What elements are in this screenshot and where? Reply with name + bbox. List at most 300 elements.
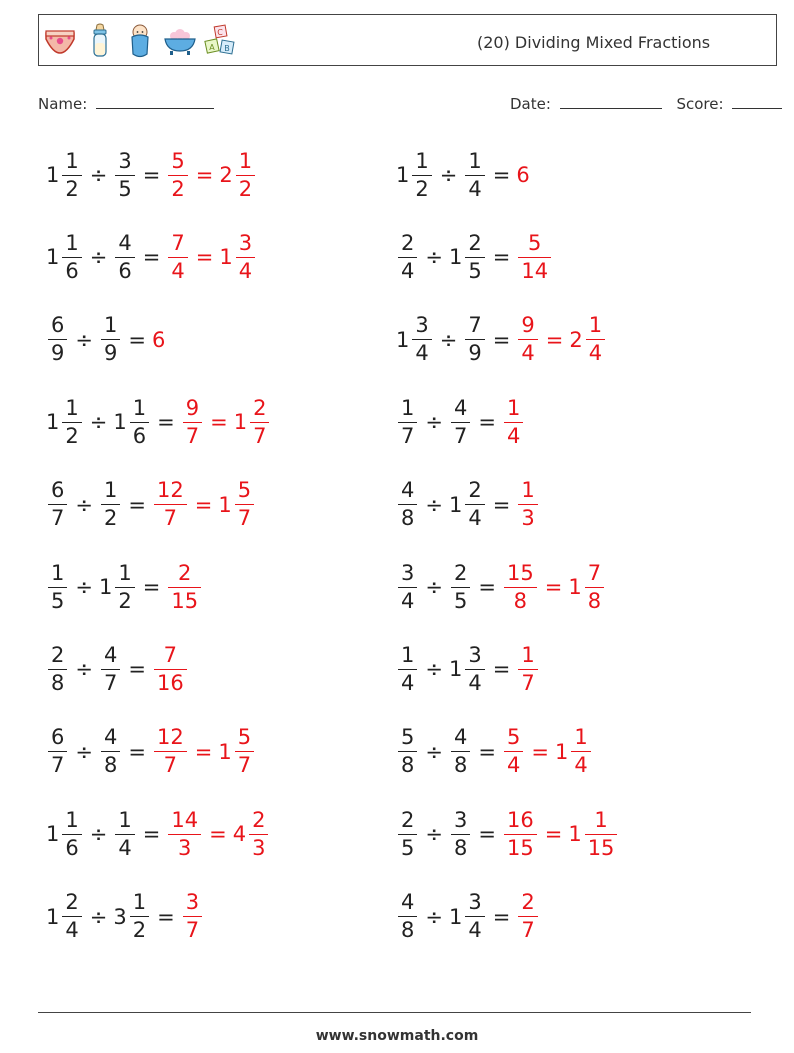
answer-fraction — [504, 727, 523, 776]
dividend-fraction — [48, 727, 67, 776]
divide-sign: ÷ — [75, 492, 93, 517]
dividend-fraction — [398, 807, 417, 860]
dividend-fraction — [62, 230, 81, 283]
dividend-numerator: 4 — [401, 478, 415, 503]
answer-denominator: 4 — [574, 753, 588, 778]
divisor-denominator: 4 — [468, 918, 482, 943]
answer-denominator: 7 — [163, 753, 178, 778]
answer-whole: 1 — [233, 410, 248, 435]
answer-numerator: 3 — [238, 230, 253, 255]
name-blank[interactable] — [96, 94, 214, 109]
divide-sign: ÷ — [425, 822, 443, 847]
divisor-fraction — [115, 807, 134, 860]
divisor-denominator: 5 — [118, 176, 132, 201]
answer-numerator: 3 — [185, 890, 200, 915]
dividend-fraction — [398, 395, 417, 448]
dividend-whole: 1 — [396, 327, 410, 352]
divisor-numerator: 4 — [103, 642, 118, 667]
divisor-denominator: 2 — [103, 506, 118, 531]
answer-numerator: 5 — [237, 478, 252, 503]
divisor-fraction — [101, 727, 120, 776]
answer-fraction — [168, 560, 201, 613]
answer-denominator: 7 — [237, 753, 252, 778]
answer-whole: 6 — [151, 327, 166, 352]
answer — [166, 807, 270, 860]
answer-numerator: 12 — [156, 478, 184, 503]
diaper-icon — [43, 23, 77, 59]
dividend-numerator: 1 — [65, 230, 79, 255]
dividend-fraction — [398, 560, 417, 613]
answer-numerator: 5 — [237, 725, 252, 750]
answer-whole: 4 — [232, 822, 247, 847]
footer-divider — [38, 1012, 751, 1013]
dividend-fraction — [412, 148, 431, 201]
equals-sign: = — [128, 657, 146, 682]
dividend-whole: 1 — [46, 904, 60, 929]
divisor-fraction — [101, 315, 120, 364]
dividend-number — [46, 230, 84, 283]
divisor-numerator: 1 — [468, 148, 482, 173]
svg-text:B: B — [224, 44, 230, 53]
divide-sign: ÷ — [89, 245, 108, 270]
problem-item — [46, 799, 270, 869]
answer-equals-sign: = — [195, 245, 214, 270]
dividend-fraction — [48, 642, 67, 695]
answer-numerator: 5 — [171, 148, 185, 173]
problem-item — [396, 305, 607, 375]
answer-denominator: 3 — [178, 835, 192, 860]
dividend-denominator: 5 — [401, 835, 415, 860]
problem-item — [46, 140, 257, 210]
divisor-numerator: 3 — [118, 148, 132, 173]
answer-whole: 1 — [568, 575, 582, 599]
dividend-number — [396, 807, 419, 860]
problem-item — [396, 222, 553, 292]
answer-denominator: 4 — [588, 341, 603, 366]
header-icons — [43, 21, 237, 61]
equals-sign: = — [492, 904, 511, 929]
answer-fraction — [235, 727, 254, 776]
answer-fraction — [518, 642, 537, 695]
answer-denominator: 8 — [587, 588, 602, 613]
svg-text:C: C — [217, 28, 223, 37]
dividend-number — [46, 480, 69, 529]
dividend-numerator: 3 — [401, 560, 415, 585]
divisor-denominator: 4 — [118, 835, 132, 860]
answer-fraction — [154, 480, 187, 529]
divisor-numerator: 1 — [118, 807, 132, 832]
equals-sign: = — [478, 822, 496, 847]
score-blank[interactable] — [732, 94, 782, 109]
divisor-denominator: 4 — [468, 506, 482, 531]
answer-denominator: 15 — [506, 835, 534, 860]
equals-sign: = — [492, 492, 511, 517]
answer-numerator: 2 — [178, 560, 192, 585]
answer — [516, 642, 539, 695]
divisor-whole: 1 — [448, 245, 463, 270]
answer-fraction — [168, 230, 187, 283]
answer-fraction — [504, 807, 537, 860]
dividend-denominator: 8 — [401, 753, 415, 778]
divide-sign: ÷ — [75, 739, 93, 764]
answer-numerator: 7 — [587, 560, 602, 585]
answer-numerator: 1 — [588, 313, 603, 338]
divide-sign: ÷ — [425, 575, 443, 599]
divisor-whole: 1 — [98, 575, 113, 599]
problem-item — [46, 717, 256, 787]
answer-numerator: 9 — [521, 313, 535, 338]
dividend-fraction — [398, 727, 417, 776]
divisor-denominator: 8 — [453, 753, 468, 778]
equals-sign: = — [492, 327, 511, 352]
divide-sign: ÷ — [89, 822, 108, 847]
answer-number — [219, 230, 257, 283]
problem-item — [46, 387, 271, 457]
answer-numerator: 1 — [594, 807, 608, 832]
answer-denominator: 8 — [513, 588, 528, 613]
dividend-number — [46, 315, 69, 364]
divisor-denominator: 2 — [118, 588, 132, 613]
equals-sign: = — [128, 739, 146, 764]
dividend-numerator: 2 — [65, 890, 79, 915]
divisor-fraction — [115, 560, 134, 613]
answer-denominator: 7 — [521, 918, 535, 943]
divide-sign: ÷ — [425, 739, 443, 764]
problem-item — [46, 882, 204, 952]
answer — [166, 148, 257, 201]
dividend-number — [396, 892, 419, 941]
answer-denominator: 3 — [521, 506, 535, 531]
answer-fraction — [518, 315, 537, 364]
divisor-fraction — [101, 480, 120, 529]
worksheet-title: (20) Dividing Mixed Fractions — [477, 33, 711, 52]
dividend-fraction — [398, 480, 417, 529]
divisor-numerator: 4 — [103, 725, 118, 750]
dividend-denominator: 9 — [51, 341, 65, 366]
answer-whole: 1 — [218, 492, 232, 517]
divisor-denominator: 4 — [468, 670, 482, 695]
divide-sign: ÷ — [425, 657, 443, 682]
answer — [166, 230, 257, 283]
date-label: Date: — [510, 95, 551, 113]
divide-sign: ÷ — [89, 904, 108, 929]
answer-denominator: 7 — [185, 918, 200, 943]
answer-number — [166, 148, 189, 201]
answer-number — [516, 230, 553, 283]
divisor-denominator: 7 — [453, 423, 468, 448]
answer-whole: 1 — [554, 739, 569, 764]
answer-denominator: 4 — [506, 753, 521, 778]
equals-sign: = — [478, 575, 496, 599]
answer — [502, 807, 619, 860]
divisor-number — [448, 230, 487, 283]
problem-item — [396, 140, 531, 210]
divisor-number — [463, 148, 486, 201]
answer-whole: 6 — [516, 163, 530, 187]
worksheet-header — [38, 14, 777, 66]
problem-item — [396, 799, 619, 869]
answer-denominator: 7 — [521, 670, 535, 695]
answer-numerator: 5 — [528, 230, 542, 255]
dividend-denominator: 4 — [65, 918, 79, 943]
answer-denominator: 15 — [587, 835, 615, 860]
problem-item — [396, 882, 540, 952]
answer-number — [218, 727, 256, 776]
answer-number — [516, 315, 539, 364]
divisor-whole: 3 — [113, 904, 127, 929]
dividend-number — [46, 642, 69, 695]
answer-fraction — [585, 807, 618, 860]
problem-item — [46, 634, 189, 704]
dividend-denominator: 8 — [401, 918, 415, 943]
answer-number — [516, 163, 530, 187]
answer-fraction — [168, 148, 187, 201]
dividend-number — [46, 395, 84, 448]
answer-numerator: 7 — [171, 230, 185, 255]
name-field — [38, 94, 214, 113]
dividend-number — [396, 230, 419, 283]
divisor-whole: 1 — [448, 657, 463, 682]
dividend-denominator: 2 — [415, 176, 429, 201]
dividend-fraction — [412, 315, 431, 364]
answer — [152, 727, 256, 776]
answer-denominator: 4 — [521, 341, 535, 366]
dividend-number — [396, 480, 419, 529]
problem-item — [396, 552, 606, 622]
answer-fraction — [236, 230, 255, 283]
answer-number — [502, 560, 539, 613]
divisor-fraction — [465, 230, 484, 283]
baby-bottle-icon — [83, 23, 117, 59]
answer-denominator: 7 — [253, 423, 267, 448]
answer-numerator: 2 — [521, 890, 535, 915]
dividend-fraction — [398, 892, 417, 941]
dividend-number — [396, 642, 419, 695]
answer-number — [516, 892, 539, 941]
answer-fraction — [183, 892, 202, 941]
answer — [516, 892, 539, 941]
answer-fraction — [585, 560, 604, 613]
dividend-number — [46, 148, 84, 201]
answer — [181, 892, 204, 941]
problem-item — [46, 222, 257, 292]
divisor-numerator: 3 — [453, 807, 468, 832]
dividend-whole: 1 — [46, 245, 60, 270]
answer-number — [502, 727, 525, 776]
answer-numerator: 15 — [506, 560, 534, 585]
divisor-fraction — [451, 560, 470, 613]
divisor-fraction — [465, 642, 484, 695]
answer-equals-sign: = — [195, 163, 214, 187]
divisor-numerator: 4 — [453, 395, 468, 420]
answer-number — [569, 315, 607, 364]
dividend-numerator: 1 — [65, 148, 79, 173]
answer-equals-sign: = — [209, 822, 227, 847]
answer-equals-sign: = — [544, 575, 563, 599]
answer-whole: 2 — [219, 163, 233, 187]
dividend-denominator: 4 — [401, 258, 415, 283]
answer — [152, 642, 189, 695]
divisor-denominator: 5 — [468, 258, 482, 283]
answer-numerator: 14 — [171, 807, 199, 832]
dividend-numerator: 6 — [51, 313, 65, 338]
problem-item — [396, 470, 540, 540]
answer-equals-sign: = — [210, 410, 228, 435]
divide-sign: ÷ — [425, 245, 443, 270]
equals-sign: = — [142, 822, 161, 847]
divide-sign: ÷ — [439, 327, 458, 352]
divisor-denominator: 2 — [132, 918, 147, 943]
equals-sign: = — [142, 245, 161, 270]
divisor-number — [99, 727, 122, 776]
answer-number — [568, 807, 619, 860]
divide-sign: ÷ — [75, 327, 93, 352]
answer-numerator: 12 — [156, 725, 184, 750]
divisor-fraction — [115, 230, 134, 283]
divide-sign: ÷ — [89, 163, 108, 187]
divisor-fraction — [465, 315, 484, 364]
divide-sign: ÷ — [75, 575, 93, 599]
problem-item — [46, 552, 203, 622]
dividend-denominator: 7 — [51, 753, 65, 778]
dividend-number — [396, 315, 434, 364]
answer-fraction — [183, 395, 202, 448]
equals-sign: = — [142, 575, 161, 599]
footer-url: www.snowmath.com — [315, 1028, 479, 1044]
answer-denominator: 16 — [156, 670, 184, 695]
divisor-number — [113, 230, 136, 283]
divisor-numerator: 2 — [468, 478, 482, 503]
answer-denominator: 4 — [238, 258, 253, 283]
divisor-number — [448, 642, 487, 695]
answer-numerator: 2 — [253, 395, 267, 420]
equals-sign: = — [157, 410, 175, 435]
answer-number — [152, 642, 189, 695]
equals-sign: = — [492, 657, 511, 682]
divide-sign: ÷ — [439, 163, 458, 187]
answer-number — [502, 807, 539, 860]
answer-number — [232, 807, 271, 860]
divisor-fraction — [451, 395, 470, 448]
divisor-denominator: 6 — [132, 423, 147, 448]
divisor-number — [449, 560, 472, 613]
answer-fraction — [586, 315, 605, 364]
divisor-fraction — [465, 892, 484, 941]
answer-denominator: 2 — [171, 176, 185, 201]
divisor-denominator: 8 — [453, 835, 468, 860]
answer-numerator: 1 — [238, 148, 253, 173]
answer-number — [181, 892, 204, 941]
answer — [152, 328, 166, 352]
dividend-numerator: 1 — [65, 807, 79, 832]
divide-sign: ÷ — [425, 410, 443, 435]
divisor-denominator: 4 — [468, 176, 482, 201]
divide-sign: ÷ — [75, 657, 93, 682]
answer-number — [152, 727, 189, 776]
dividend-numerator: 1 — [51, 560, 65, 585]
divisor-numerator: 1 — [103, 478, 118, 503]
equals-sign: = — [478, 410, 496, 435]
answer-number — [166, 560, 203, 613]
dividend-number — [46, 560, 69, 613]
divisor-whole: 1 — [113, 410, 127, 435]
divisor-number — [99, 480, 122, 529]
problem-item — [396, 387, 525, 457]
divisor-numerator: 4 — [453, 725, 468, 750]
answer-whole: 1 — [219, 245, 233, 270]
dividend-fraction — [62, 148, 81, 201]
divisor-numerator: 2 — [468, 230, 482, 255]
answer-denominator: 7 — [237, 506, 252, 531]
answer-fraction — [154, 642, 187, 695]
problem-item — [396, 634, 540, 704]
dividend-number — [396, 395, 419, 448]
answer — [166, 560, 203, 613]
divisor-number — [449, 892, 487, 941]
equals-sign: = — [492, 163, 511, 187]
divisor-denominator: 8 — [103, 753, 118, 778]
dividend-denominator: 2 — [65, 176, 79, 201]
divisor-numerator: 3 — [468, 890, 482, 915]
answer-fraction — [250, 395, 269, 448]
answer-denominator: 2 — [238, 176, 253, 201]
dividend-numerator: 1 — [65, 395, 79, 420]
equals-sign: = — [128, 327, 146, 352]
divisor-number — [449, 807, 472, 860]
answer — [502, 727, 593, 776]
dividend-denominator: 6 — [65, 835, 79, 860]
answer-equals-sign: = — [531, 739, 549, 764]
date-blank[interactable] — [560, 94, 662, 109]
dividend-numerator: 6 — [51, 478, 65, 503]
answer-fraction — [504, 560, 537, 613]
abc-blocks-icon — [203, 23, 237, 59]
answer-number — [152, 328, 166, 352]
dividend-denominator: 6 — [65, 258, 79, 283]
svg-text:A: A — [209, 43, 215, 52]
answer — [516, 315, 607, 364]
divisor-number — [113, 892, 151, 941]
dividend-number — [46, 892, 84, 941]
dividend-numerator: 5 — [401, 725, 415, 750]
answer-numerator: 1 — [506, 395, 521, 420]
divisor-numerator: 3 — [468, 642, 482, 667]
answer-denominator: 7 — [185, 423, 200, 448]
divisor-fraction — [115, 148, 134, 201]
dividend-numerator: 2 — [51, 642, 65, 667]
answer — [502, 560, 606, 613]
divisor-fraction — [451, 807, 470, 860]
equals-sign: = — [128, 492, 146, 517]
answer-fraction — [249, 807, 268, 860]
dividend-denominator: 8 — [51, 670, 65, 695]
divisor-numerator: 7 — [468, 313, 482, 338]
equals-sign: = — [142, 163, 161, 187]
answer-numerator: 16 — [506, 807, 534, 832]
problem-item — [46, 305, 166, 375]
dividend-whole: 1 — [46, 822, 60, 847]
dividend-denominator: 4 — [401, 670, 415, 695]
dividend-number — [46, 807, 84, 860]
divisor-whole: 1 — [448, 904, 463, 929]
answer-fraction — [518, 892, 537, 941]
answer — [516, 230, 553, 283]
answer-equals-sign: = — [545, 327, 564, 352]
answer-numerator: 1 — [521, 642, 535, 667]
answer-fraction — [518, 480, 537, 529]
divisor-number — [113, 807, 136, 860]
answer-number — [181, 395, 204, 448]
